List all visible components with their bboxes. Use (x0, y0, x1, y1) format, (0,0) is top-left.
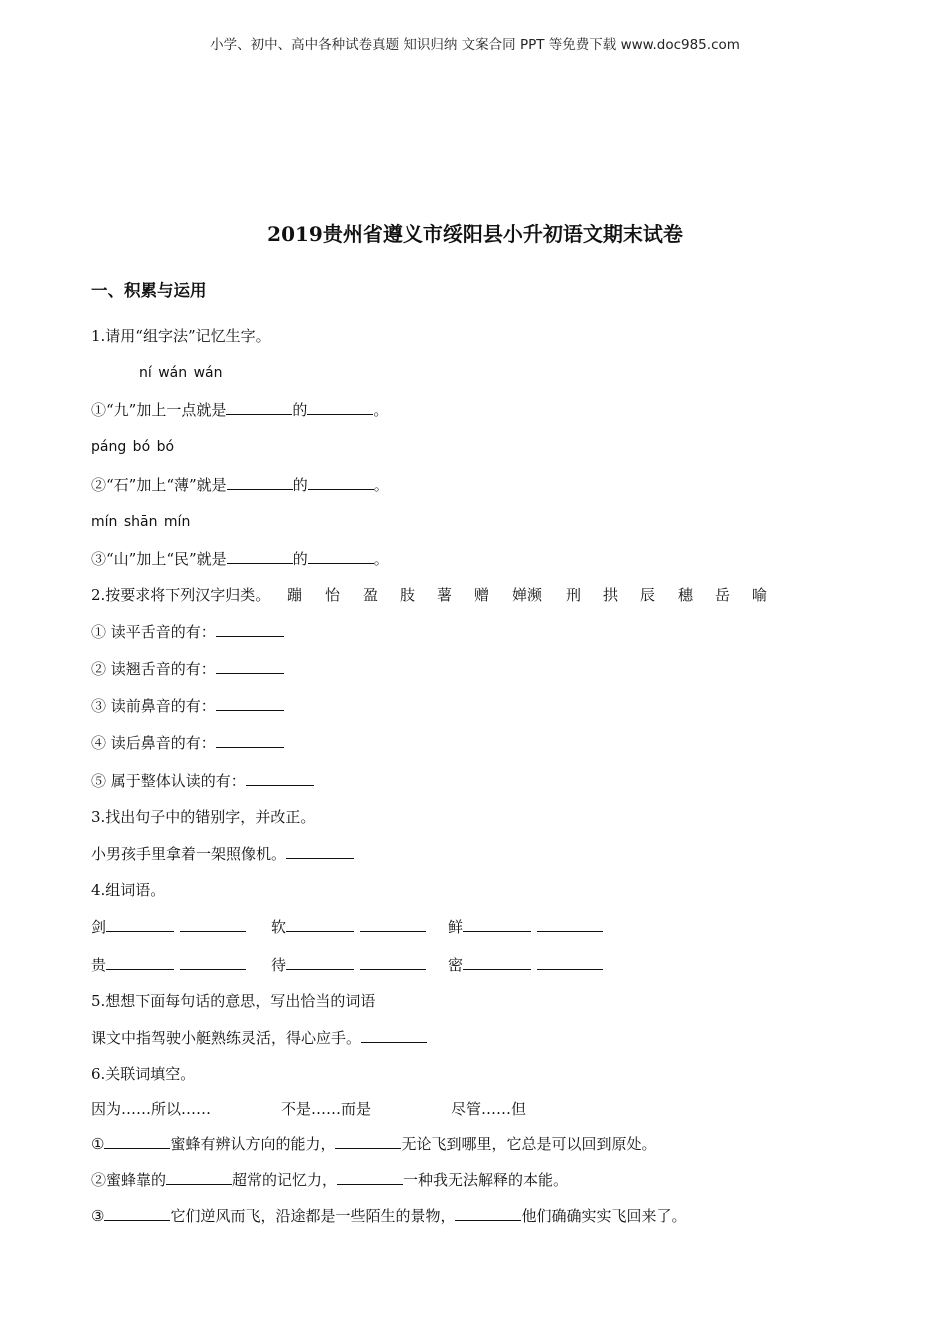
question-5-stem: 5.想想下面每句话的意思，写出恰当的词语 (91, 992, 376, 1010)
q4-cell (91, 955, 246, 975)
answer-blank[interactable] (180, 957, 246, 970)
answer-blank[interactable] (308, 551, 374, 564)
answer-blank[interactable] (537, 919, 603, 932)
answer-blank[interactable] (106, 919, 174, 932)
q1-item-2-text: ②“石”加上“薄”就是 (91, 476, 227, 494)
answer-blank[interactable] (537, 957, 603, 970)
q6-s2-a: ②蜜蜂靠的 (91, 1171, 167, 1189)
q2-item-3-text: ③ 读前鼻音的有： (91, 697, 216, 715)
q1-item-1 (91, 400, 388, 420)
answer-blank[interactable] (106, 957, 174, 970)
q2-char-13: 喻 (752, 586, 768, 604)
q2-item-1-text: ① 读平舌音的有： (91, 623, 216, 641)
answer-blank[interactable] (308, 477, 374, 490)
q2-char-6: 赠 (474, 586, 490, 604)
q6-sentence-1 (91, 1134, 656, 1154)
q4-cell (448, 955, 603, 975)
q1-pinyin-3: mín shān mín (91, 514, 191, 530)
q6-s2-c: 一种我无法解释的本能。 (403, 1171, 569, 1189)
page-title: 2019贵州省遵义市绥阳县小升初语文期末试卷 (267, 222, 683, 246)
q6-option-1: 因为……所以…… (91, 1100, 212, 1118)
question-2-stem: 2.按要求将下列汉字归类。 (91, 586, 271, 604)
q2-item-2 (91, 659, 284, 679)
answer-blank[interactable] (216, 735, 284, 748)
q4-char: 待 (271, 956, 287, 974)
question-4-stem: 4.组词语。 (91, 881, 166, 899)
q4-char: 软 (271, 918, 287, 936)
question-3-stem: 3.找出句子中的错别字，并改正。 (91, 808, 316, 826)
answer-blank[interactable] (463, 957, 531, 970)
q2-char-11: 穗 (678, 586, 694, 604)
q4-cell (91, 917, 246, 937)
q2-item-5 (91, 771, 314, 791)
q6-s3-a: ③ (91, 1207, 105, 1225)
q1-pinyin-2: páng bó bó (91, 439, 175, 455)
answer-blank[interactable] (246, 773, 314, 786)
q6-s1-c: 无论飞到哪里，它总是可以回到原处。 (401, 1135, 657, 1153)
q5-sentence (91, 1028, 427, 1048)
answer-blank[interactable] (180, 919, 246, 932)
q2-item-2-text: ② 读翘舌音的有： (91, 660, 216, 678)
answer-blank[interactable] (216, 698, 284, 711)
q6-s1-a: ① (91, 1135, 105, 1153)
answer-blank[interactable] (361, 1030, 427, 1043)
answer-blank[interactable] (216, 624, 284, 637)
answer-blank[interactable] (337, 1172, 403, 1185)
answer-blank[interactable] (216, 661, 284, 674)
q1-item-3 (91, 549, 389, 569)
q6-s2-b: 超常的记忆力， (232, 1171, 338, 1189)
q4-cell (271, 955, 426, 975)
q4-char: 鲜 (448, 918, 464, 936)
q2-item-4-text: ④ 读后鼻音的有： (91, 734, 216, 752)
q6-option-3: 尽管……但 (451, 1100, 527, 1118)
answer-blank[interactable] (104, 1136, 170, 1149)
answer-blank[interactable] (286, 919, 354, 932)
q4-char: 密 (448, 956, 464, 974)
q2-char-2: 怡 (325, 586, 341, 604)
q4-char: 贵 (91, 956, 107, 974)
answer-blank[interactable] (286, 957, 354, 970)
q2-char-3: 盈 (363, 586, 379, 604)
q2-item-4 (91, 733, 284, 753)
q1-item-1-mid: 的 (292, 401, 308, 419)
q4-cell (448, 917, 603, 937)
answer-blank[interactable] (226, 402, 292, 415)
q5-sentence-text: 课文中指驾驶小艇熟练灵活，得心应手。 (91, 1029, 362, 1047)
answer-blank[interactable] (307, 402, 373, 415)
q1-item-1-end: 。 (373, 401, 389, 419)
answer-blank[interactable] (227, 477, 293, 490)
q1-item-3-text: ③“山”加上“民”就是 (91, 550, 227, 568)
question-6-stem: 6.关联词填空。 (91, 1065, 196, 1083)
q2-char-1: 蹦 (287, 586, 303, 604)
q6-s1-b: 蜜蜂有辨认方向的能力， (170, 1135, 336, 1153)
q2-char-12: 岳 (715, 586, 731, 604)
q1-item-2-mid: 的 (292, 476, 308, 494)
q6-option-2: 不是……而是 (281, 1100, 372, 1118)
q6-s3-b: 它们逆风而飞，沿途都是一些陌生的景物， (170, 1207, 456, 1225)
q3-sentence (91, 844, 354, 864)
q2-char-10: 辰 (640, 586, 656, 604)
q4-char: 剑 (91, 918, 107, 936)
q6-sentence-3 (91, 1206, 686, 1226)
q6-s3-c: 他们确确实实飞回来了。 (521, 1207, 687, 1225)
answer-blank[interactable] (335, 1136, 401, 1149)
q1-item-3-end: 。 (373, 550, 389, 568)
q4-cell (271, 917, 426, 937)
answer-blank[interactable] (286, 846, 354, 859)
q1-pinyin-1: ní wán wán (139, 365, 223, 381)
q2-item-1 (91, 622, 284, 642)
question-1-stem: 1.请用“组字法”记忆生字。 (91, 327, 271, 345)
page-header: 小学、初中、高中各种试卷真题 知识归纳 文案合同 PPT 等免费下载 www.doc985.com (210, 37, 740, 53)
q1-item-3-mid: 的 (292, 550, 308, 568)
answer-blank[interactable] (360, 919, 426, 932)
q2-char-4: 肢 (400, 586, 416, 604)
q2-char-8: 刑 (566, 586, 582, 604)
section-heading: 一、积累与运用 (91, 281, 207, 300)
q1-item-2 (91, 475, 389, 495)
answer-blank[interactable] (455, 1208, 521, 1221)
answer-blank[interactable] (166, 1172, 232, 1185)
answer-blank[interactable] (360, 957, 426, 970)
q2-char-5: 薯 (437, 586, 453, 604)
q6-sentence-2 (91, 1170, 568, 1190)
answer-blank[interactable] (227, 551, 293, 564)
q2-item-3 (91, 696, 284, 716)
q2-item-5-text: ⑤ 属于整体认读的有： (91, 772, 246, 790)
answer-blank[interactable] (104, 1208, 170, 1221)
q1-item-2-end: 。 (373, 476, 389, 494)
answer-blank[interactable] (463, 919, 531, 932)
q1-item-1-text: ①“九”加上一点就是 (91, 401, 227, 419)
q2-char-7: 婵濒 (512, 586, 543, 604)
q2-char-9: 拱 (603, 586, 619, 604)
q3-sentence-text: 小男孩手里拿着一架照像机。 (91, 845, 287, 863)
